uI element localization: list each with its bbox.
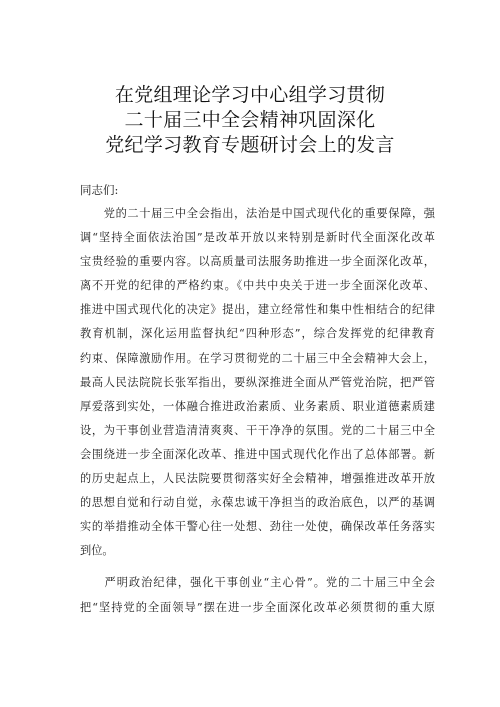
paragraph-1-line: 实的举措推动全体干警心往一处想、劲往一处使，确保改革任务落实 [80, 520, 435, 534]
greeting: 同志们: [80, 183, 119, 197]
paragraph-2 [80, 571, 435, 619]
title-line-1: 在党组理论学习中心组学习贯彻 [114, 84, 386, 106]
paragraph-1-line: 到位。 [80, 544, 114, 558]
document-title [60, 83, 440, 158]
paragraph-1-line: 的思想自觉和行动自觉，永葆忠诚干净担当的政治底色，以严的基调 [80, 496, 435, 510]
paragraph-1-line: 约束、保障激励作用。在学习贯彻党的二十届三中全会精神大会上， [80, 351, 435, 365]
paragraph-1-line: 宝贵经验的重要内容。以高质量司法服务助推进一步全面深化改革， [80, 255, 435, 269]
paragraph-1-line: 的历史起点上，人民法院要贯彻落实好全会精神，增强推进改革开放 [80, 472, 435, 486]
paragraph-1-line: 离不开党的纪律的严格约束。《中共中央关于进一步全面深化改革、 [80, 279, 435, 293]
paragraph-1 [80, 202, 435, 563]
paragraph-1-line: 设，为干事创业营造清清爽爽、干干净净的氛围。党的二十届三中全 [80, 423, 435, 437]
paragraph-1-line: 调“坚持全面依法治国”是改革开放以来特别是新时代全面深化改革 [80, 231, 435, 245]
title-line-2: 二十届三中全会精神巩固深化 [124, 109, 376, 131]
paragraph-1-line: 党的二十届三中全会指出，法治是中国式现代化的重要保障，强 [80, 207, 435, 220]
paragraph-1-line: 推进中国式现代化的决定》提出，建立经常性和集中性相结合的纪律 [80, 303, 435, 317]
paragraph-2-line: 严明政治纪律，强化干事创业“主心骨”。党的二十届三中全会 [80, 576, 435, 590]
paragraph-1-line: 会围绕进一步全面深化改革、推进中国式现代化作出了总体部署。新 [80, 447, 435, 461]
paragraph-1-line: 教育机制，深化运用监督执纪“四种形态”，综合发挥党的纪律教育 [80, 327, 435, 341]
paragraph-1-line: 最高人民法院院长张军指出，要纵深推进全面从严管党治院，把严管 [80, 375, 435, 389]
paragraph-1-line: 厚爱落到实处，一体融合推进政治素质、业务素质、职业道德素质建 [80, 399, 435, 413]
document-body [80, 178, 435, 620]
paragraph-2-line: 把“坚持党的全面领导”摆在进一步全面深化改革必须贯彻的重大原 [80, 600, 435, 614]
title-line-3: 党纪学习教育专题研讨会上的发言 [105, 134, 395, 156]
